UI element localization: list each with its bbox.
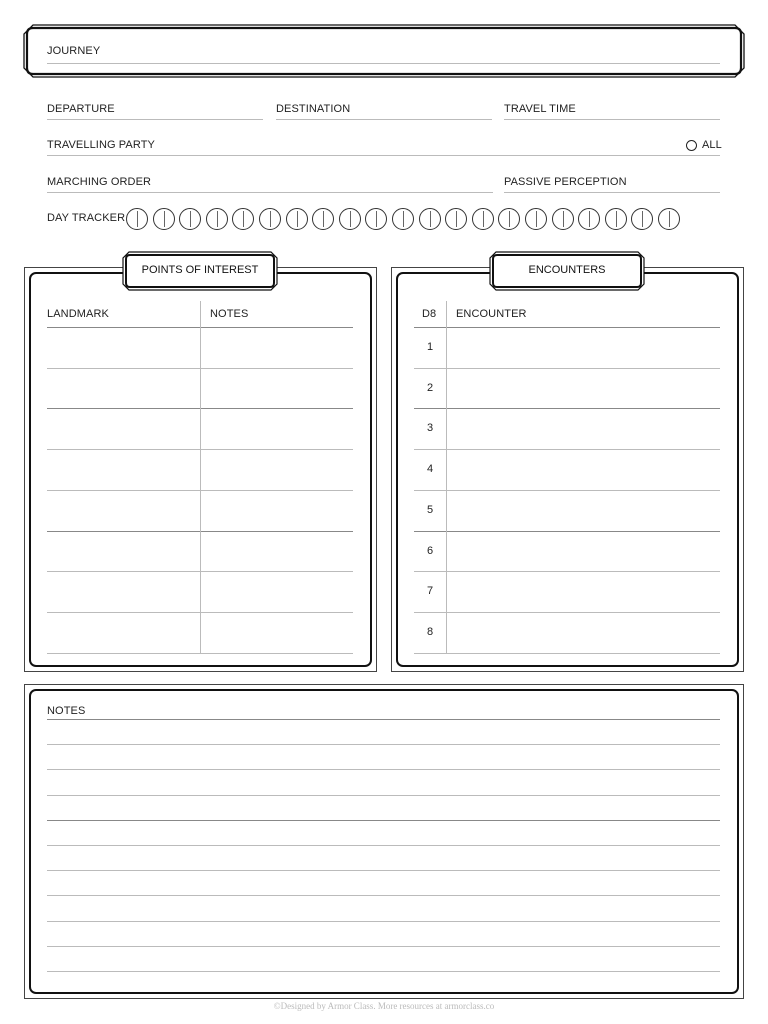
all-label: ALL [702, 139, 722, 151]
day-tracker-label: DAY TRACKER [47, 212, 126, 224]
landmark-column-header: LANDMARK [47, 308, 109, 320]
day-tracker-circle[interactable] [605, 208, 627, 230]
journey-input-line[interactable] [47, 63, 720, 64]
notes-line[interactable] [47, 870, 720, 871]
day-tracker-circle[interactable] [206, 208, 228, 230]
day-tracker [126, 208, 680, 230]
marching-order-field[interactable] [47, 192, 493, 193]
destination-field[interactable] [276, 119, 492, 120]
notes-line[interactable] [47, 921, 720, 922]
encounter-row-rule[interactable] [414, 368, 720, 369]
day-tracker-circle[interactable] [472, 208, 494, 230]
d8-roll-number: 8 [426, 625, 434, 638]
encounters-title-tab [489, 251, 645, 289]
notes-line[interactable] [47, 719, 720, 720]
notes-column-header: NOTES [210, 308, 249, 320]
day-tracker-circle[interactable] [312, 208, 334, 230]
journey-label: JOURNEY [47, 45, 101, 57]
notes-panel [29, 689, 739, 994]
notes-line[interactable] [47, 946, 720, 947]
departure-field[interactable] [47, 119, 263, 120]
d8-roll-number: 4 [426, 463, 434, 476]
encounter-column-header: ENCOUNTER [456, 308, 527, 320]
journey-box-frame [0, 0, 768, 90]
day-tracker-circle[interactable] [445, 208, 467, 230]
day-tracker-circle[interactable] [658, 208, 680, 230]
encounter-row-rule[interactable] [414, 531, 720, 532]
travelling-party-label: TRAVELLING PARTY [47, 139, 155, 151]
d8-roll-number: 3 [426, 422, 434, 435]
day-tracker-circle[interactable] [286, 208, 308, 230]
encounter-row-rule[interactable] [414, 449, 720, 450]
all-radio-icon[interactable] [686, 140, 697, 151]
notes-line[interactable] [47, 845, 720, 846]
encounters-panel [396, 272, 739, 667]
day-tracker-circle[interactable] [578, 208, 600, 230]
day-tracker-circle[interactable] [552, 208, 574, 230]
day-tracker-circle[interactable] [339, 208, 361, 230]
day-tracker-circle[interactable] [498, 208, 520, 230]
d8-roll-number: 5 [426, 503, 434, 516]
notes-line[interactable] [47, 895, 720, 896]
day-tracker-circle[interactable] [365, 208, 387, 230]
notes-label: NOTES [47, 705, 86, 717]
notes-line[interactable] [47, 744, 720, 745]
encounters-title: ENCOUNTERS [528, 264, 606, 276]
encounters-column-divider [446, 301, 447, 653]
marching-order-label: MARCHING ORDER [47, 176, 152, 188]
notes-line[interactable] [47, 769, 720, 770]
d8-roll-number: 2 [426, 381, 434, 394]
d8-column-header: D8 [422, 308, 437, 320]
travelling-party-field[interactable] [47, 155, 720, 156]
notes-line[interactable] [47, 820, 720, 821]
departure-label: DEPARTURE [47, 103, 115, 115]
day-tracker-circle[interactable] [126, 208, 148, 230]
day-tracker-circle[interactable] [631, 208, 653, 230]
poi-column-divider [200, 301, 201, 653]
encounter-row-rule[interactable] [414, 653, 720, 654]
day-tracker-circle[interactable] [179, 208, 201, 230]
day-tracker-circle[interactable] [259, 208, 281, 230]
d8-roll-number: 6 [426, 544, 434, 557]
encounter-row-rule[interactable] [414, 612, 720, 613]
d8-roll-number: 1 [426, 341, 434, 353]
travel-time-field[interactable] [504, 119, 720, 120]
passive-perception-field[interactable] [504, 192, 720, 193]
destination-label: DESTINATION [276, 103, 351, 115]
notes-line[interactable] [47, 971, 720, 972]
encounters-header-rule [414, 327, 720, 328]
day-tracker-circle[interactable] [153, 208, 175, 230]
poi-title-tab [122, 251, 278, 289]
day-tracker-circle[interactable] [419, 208, 441, 230]
notes-line[interactable] [47, 795, 720, 796]
footer-credit: ©Designed by Armor Class. More resources at armorclass.co [273, 1001, 495, 1011]
day-tracker-circle[interactable] [232, 208, 254, 230]
day-tracker-circle[interactable] [392, 208, 414, 230]
travel-time-label: TRAVEL TIME [504, 103, 576, 115]
encounter-row-rule[interactable] [414, 408, 720, 409]
encounter-row-rule[interactable] [414, 571, 720, 572]
poi-title: POINTS OF INTEREST [141, 264, 259, 276]
d8-roll-number: 7 [426, 585, 434, 598]
day-tracker-circle[interactable] [525, 208, 547, 230]
encounter-row-rule[interactable] [414, 490, 720, 491]
passive-perception-label: PASSIVE PERCEPTION [504, 176, 627, 188]
